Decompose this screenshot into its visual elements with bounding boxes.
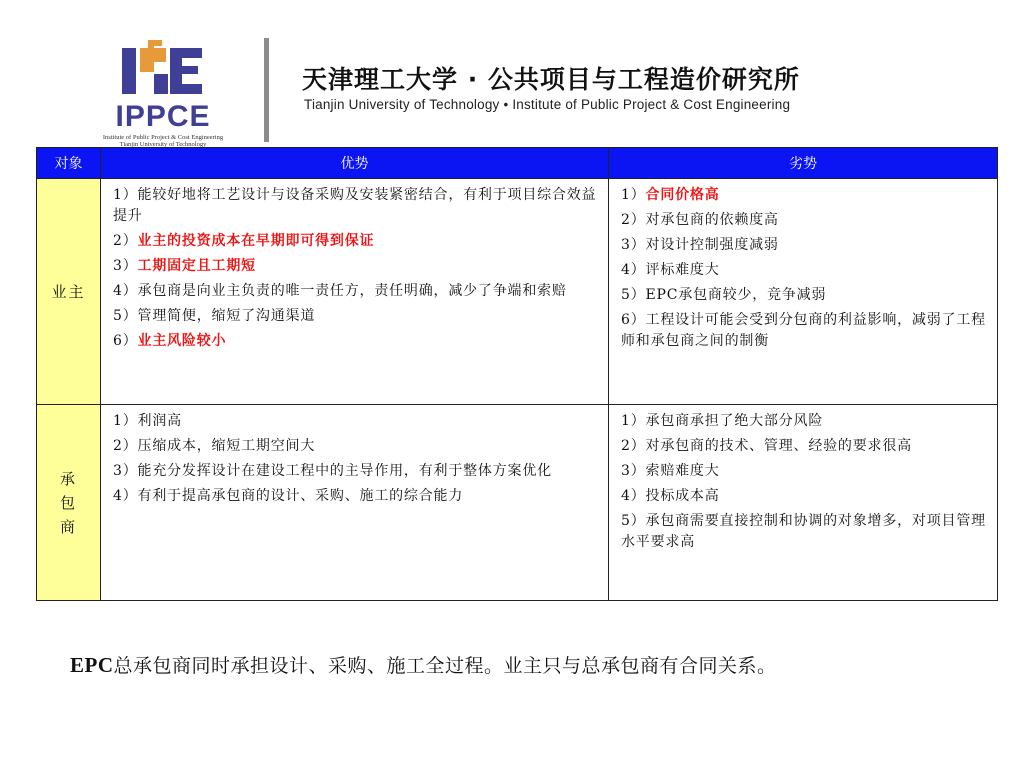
list-item: 5）管理简便，缩短了沟通渠道 bbox=[113, 308, 316, 324]
highlighted-text: 合同价格高 bbox=[645, 187, 720, 203]
owner-disadvantages bbox=[609, 179, 998, 405]
header-advantages: 优势 bbox=[101, 148, 609, 179]
list-item: 1）利润高 bbox=[113, 413, 182, 429]
logo-subtitle-institute: Institute of Public Project & Cost Engineering bbox=[102, 134, 224, 141]
list-item: 4）投标成本高 bbox=[621, 488, 720, 504]
list-item: 2）业主的投资成本在早期即可得到保证 bbox=[113, 233, 375, 249]
epc-comparison-table bbox=[36, 147, 998, 601]
subject-owner: 业主 bbox=[37, 179, 101, 405]
highlighted-text: 工期固定且工期短 bbox=[137, 258, 256, 274]
summary-text: 总承包商同时承担设计、采购、施工全过程。业主只与总承包商有合同关系。 bbox=[113, 655, 777, 677]
list-item: 5）EPC承包商较少，竞争减弱 bbox=[621, 287, 827, 303]
ippce-logo bbox=[70, 38, 250, 148]
header-title-en: Tianjin University of Technology • Institute of Public Project & Cost Engineering bbox=[304, 97, 791, 112]
list-item: 1）能较好地将工艺设计与设备采购及安装紧密结合，有利于项目综合效益提升 bbox=[113, 187, 597, 224]
subject-contractor: 承包商 bbox=[37, 405, 101, 601]
contractor-advantages bbox=[101, 405, 609, 601]
list-item: 2）对承包商的技术、管理、经验的要求很高 bbox=[621, 438, 912, 454]
owner-advantages bbox=[101, 179, 609, 405]
list-item: 3）工期固定且工期短 bbox=[113, 258, 256, 274]
list-item: 4）有利于提高承包商的设计、采购、施工的综合能力 bbox=[113, 488, 464, 504]
list-item: 1）合同价格高 bbox=[621, 187, 720, 203]
list-item: 3）对设计控制强度减弱 bbox=[621, 237, 779, 253]
list-item: 4）承包商是向业主负责的唯一责任方，责任明确，减少了争端和索赔 bbox=[113, 283, 567, 299]
contractor-disadvantages bbox=[609, 405, 998, 601]
logo-text: IPPCE bbox=[115, 100, 211, 133]
list-item: 2）对承包商的依赖度高 bbox=[621, 212, 779, 228]
header-divider bbox=[264, 38, 269, 142]
list-item: 3）索赔难度大 bbox=[621, 463, 720, 479]
highlighted-text: 业主风险较小 bbox=[137, 333, 227, 349]
list-item: 6）业主风险较小 bbox=[113, 333, 227, 349]
list-item: 4）评标难度大 bbox=[621, 262, 720, 278]
header-disadvantages: 劣势 bbox=[609, 148, 998, 179]
list-item: 1）承包商承担了绝大部分风险 bbox=[621, 413, 824, 429]
highlighted-text: 业主的投资成本在早期即可得到保证 bbox=[137, 233, 375, 249]
list-item: 3）能充分发挥设计在建设工程中的主导作用，有利于整体方案优化 bbox=[113, 463, 552, 479]
table-row-owner bbox=[37, 179, 998, 405]
summary-bold-prefix: EPC bbox=[70, 653, 114, 677]
logo-mark-icon bbox=[122, 38, 204, 98]
list-item: 6）工程设计可能会受到分包商的利益影响，减弱了工程师和承包商之间的制衡 bbox=[621, 312, 986, 349]
table-header-row bbox=[37, 148, 998, 179]
header-subject: 对象 bbox=[37, 148, 101, 179]
list-item: 5）承包商需要直接控制和协调的对象增多，对项目管理水平要求高 bbox=[621, 513, 986, 550]
summary-sentence bbox=[70, 651, 777, 678]
header-title-cn: 天津理工大学 · 公共项目与工程造价研究所 bbox=[302, 65, 800, 94]
list-item: 2）压缩成本，缩短工期空间大 bbox=[113, 438, 316, 454]
table-row-contractor bbox=[37, 405, 998, 601]
logo-subtitle-university: Tianjin University of Technology bbox=[119, 141, 207, 148]
